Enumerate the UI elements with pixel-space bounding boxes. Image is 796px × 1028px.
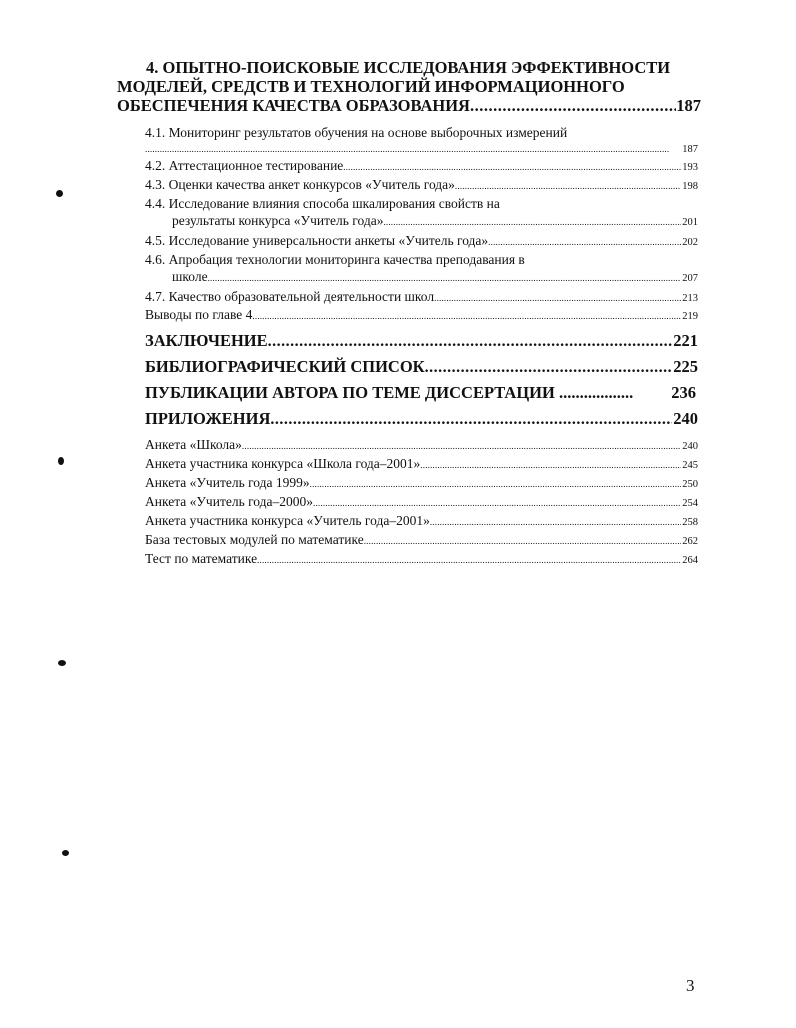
entry-label: ЗАКЛЮЧЕНИЕ [145,331,268,350]
entry-label: 4.5. Исследование универсальности анкеты «Учитель года» [145,233,489,248]
leader-dots [268,332,673,352]
leader-dots [208,270,682,287]
chapter-heading-line-3-text: ОБЕСПЕЧЕНИЯ КАЧЕСТВА ОБРАЗОВАНИЯ [117,96,470,115]
leader-dots [257,552,681,569]
entry-label: База тестовых модулей по математике [145,532,364,547]
entry-page: 245 [682,460,698,471]
leader-dots [488,234,681,251]
entry-page: 219 [682,311,698,322]
entry-page: 225 [673,357,698,376]
toc-entry-4-7[interactable] [145,288,698,307]
toc-appendix-item[interactable] [145,531,698,550]
toc-appendix-item[interactable] [145,550,698,569]
toc-entry-4-6[interactable] [145,251,698,287]
leader-dots [313,495,681,512]
scan-speck [56,190,63,197]
toc-entry-appendices[interactable] [145,409,698,430]
leader-dots [364,533,682,550]
toc-appendix-item[interactable] [145,493,698,512]
entry-label: Анкета участника конкурса «Учитель года–2001» [145,513,430,528]
scan-speck [62,850,69,856]
entry-label: Анкета «Учитель года–2000» [145,494,314,509]
entry-label: ПРИЛОЖЕНИЯ [145,409,271,428]
leader-dots [420,457,681,474]
entry-label: 4.1. Мониторинг результатов обучения на основе выборочных измерений [145,125,568,140]
entry-page: 240 [682,441,698,452]
entry-label: БИБЛИОГРАФИЧЕСКИЙ СПИСОК [145,357,425,376]
toc-entry-conclusions-ch4[interactable] [145,306,698,325]
toc-appendix-item[interactable] [145,474,698,493]
entry-label: Тест по математике [145,551,258,566]
entry-page: 207 [682,273,698,284]
entry-page: 240 [673,409,698,428]
scan-speck [58,457,64,465]
entry-page: 258 [682,517,698,528]
entry-page: 198 [682,181,698,192]
entry-label: 4.7. Качество образовательной деятельности школ [145,289,435,304]
entry-label: 4.2. Аттестационное тестирование [145,158,344,173]
chapter-heading-line-3 [117,96,701,115]
scan-speck [58,660,66,666]
entry-label: Выводы по главе 4 [145,307,253,322]
toc-entry-conclusion[interactable] [145,331,698,352]
entry-label: школе [172,269,208,284]
toc-appendix-item[interactable] [145,512,698,531]
leader-dots [430,514,681,531]
page-number: 3 [686,976,695,995]
toc-entry-4-5[interactable] [145,232,698,251]
chapter-heading-line-2: МОДЕЛЕЙ, СРЕДСТВ И ТЕХНОЛОГИЙ ИНФОРМАЦИОННОГО [117,77,625,96]
toc-entry-4-3[interactable] [145,176,698,195]
toc-appendix-item[interactable] [145,455,698,474]
entry-text-row [145,124,698,141]
entry-label: Анкета «Учитель года 1999» [145,475,310,490]
leader-dots [455,178,681,195]
entry-leader-row [145,141,698,158]
chapter-4-heading [117,58,701,115]
toc-entry-4-1[interactable] [145,124,698,158]
entry-page: 254 [682,498,698,509]
entry-page: 250 [682,479,698,490]
leader-dots [425,358,673,378]
entry-page: 264 [682,555,698,566]
leader-dots [383,214,681,231]
leader-dots [343,159,681,176]
toc-entry-4-2[interactable] [145,157,698,176]
entry-label: Анкета участника конкурса «Школа года–2001» [145,456,421,471]
entry-label: 4.3. Оценки качества анкет конкурсов «Учитель года» [145,177,455,192]
chapter-page: 187 [676,96,701,115]
entry-page: 262 [682,536,698,547]
toc-appendix-item[interactable] [145,436,698,455]
entry-page: 201 [682,217,698,228]
leader-dots [470,96,676,115]
chapter-heading-line-1: 4. ОПЫТНО-ПОИСКОВЫЕ ИССЛЕДОВАНИЯ ЭФФЕКТИВНОСТИ [146,58,671,77]
toc-entry-4-4[interactable] [145,195,698,231]
entry-label: ПУБЛИКАЦИИ АВТОРА ПО ТЕМЕ ДИССЕРТАЦИИ .................. [145,383,634,402]
entry-label-line-1: 4.6. Апробация технологии мониторинга качества преподавания в [145,252,525,267]
toc-entry-publications[interactable] [145,383,698,403]
leader-dots [252,308,681,325]
leader-dots [310,476,682,493]
leader-dots [434,290,681,307]
entry-page: 202 [682,237,698,248]
entry-label: результаты конкурса «Учитель года» [172,213,384,228]
leader-dots [242,438,681,455]
entry-page: 193 [682,162,698,173]
entry-page: 213 [682,293,698,304]
entry-page: 187 [682,144,698,155]
leader-dots [145,141,681,158]
entry-page: 221 [673,331,698,350]
entry-page: 236 [671,383,696,402]
entry-label-line-1: 4.4. Исследование влияния способа шкалирования свойств на [145,196,500,211]
entry-label: Анкета «Школа» [145,437,242,452]
toc-entry-bibliography[interactable] [145,357,698,378]
leader-dots [270,410,672,430]
